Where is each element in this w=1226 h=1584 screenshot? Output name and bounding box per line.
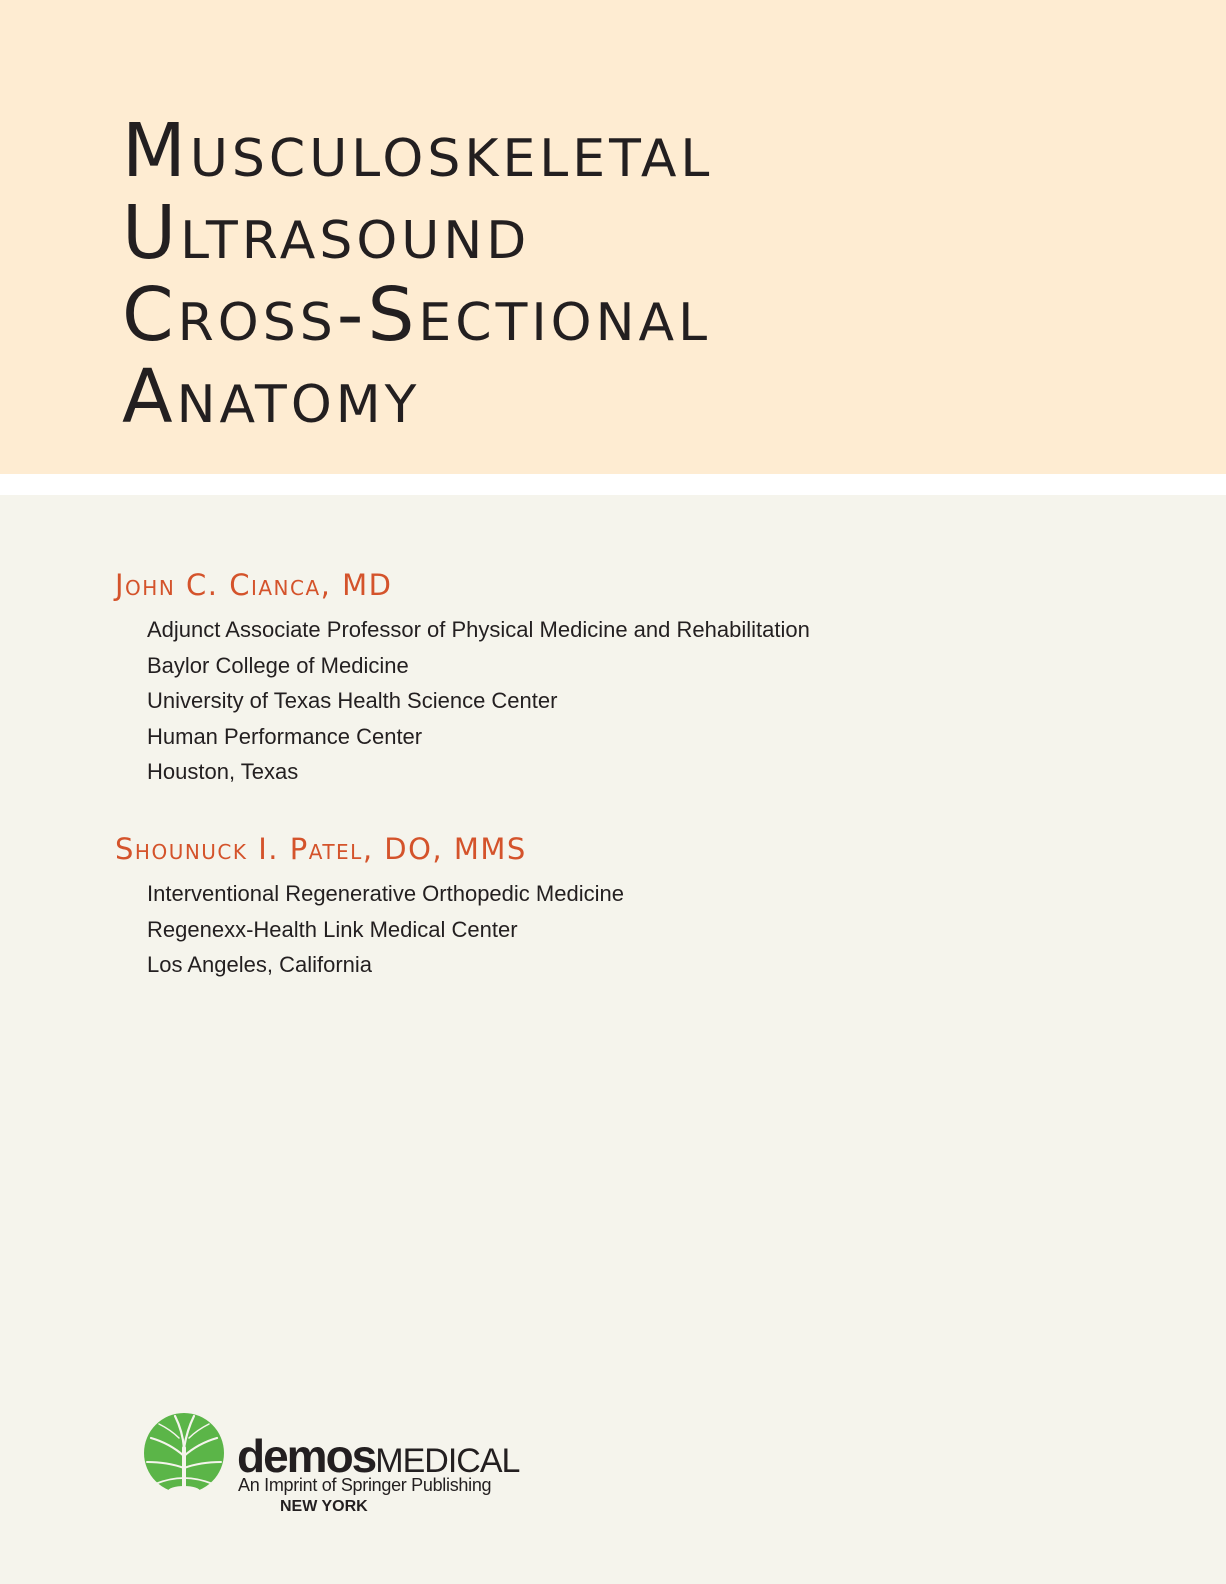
imprint-line: An Imprint of Springer Publishing xyxy=(238,1475,492,1495)
author-name: John C. Cianca, MD xyxy=(115,568,393,602)
affiliation-list xyxy=(147,876,624,983)
affiliation-line: Interventional Regenerative Orthopedic Medicine xyxy=(147,881,624,906)
book-title xyxy=(122,110,713,438)
affiliation-line: Adjunct Associate Professor of Physical Medicine and Rehabilitation xyxy=(147,617,810,642)
affiliation-line: Regenexx-Health Link Medical Center xyxy=(147,916,518,942)
brand-wordmark-bold: demos xyxy=(237,1430,376,1482)
green-leaf-icon xyxy=(143,1412,225,1494)
divider-strip xyxy=(0,474,1226,495)
author-name: Shounuck I. Patel, DO, MMS xyxy=(115,832,527,866)
publisher-logo xyxy=(143,1412,543,1522)
affiliation-list xyxy=(147,612,810,790)
affiliation-line: University of Texas Health Science Center xyxy=(147,688,558,714)
affiliation-line: Los Angeles, California xyxy=(147,952,373,978)
affiliation-line: Baylor College of Medicine xyxy=(147,652,409,678)
publisher-city: NEW YORK xyxy=(280,1498,368,1515)
title-line-2: Ultrasound xyxy=(122,190,531,276)
affiliation-line: Houston, Texas xyxy=(147,759,299,785)
affiliation-line: Human Performance Center xyxy=(147,723,423,749)
title-line-4: Anatomy xyxy=(122,354,421,440)
author-block-cianca xyxy=(115,566,810,790)
title-line-1: Musculoskeletal xyxy=(122,108,714,194)
brand-wordmark-light: MEDICAL xyxy=(375,1442,520,1480)
author-block-patel xyxy=(115,830,624,983)
title-line-3: Cross-Sectional xyxy=(122,272,712,358)
